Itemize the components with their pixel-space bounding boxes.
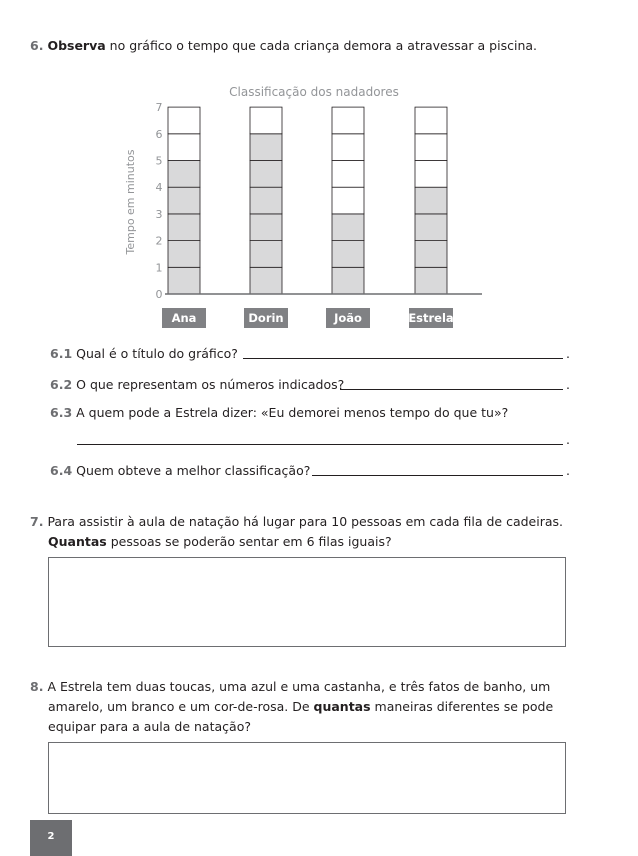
question-text: A Estrela tem duas toucas, uma azul e uma castanha, e três fatos de banho, um <box>47 679 551 694</box>
y-tick-label: 3 <box>155 207 163 221</box>
bar-block-filled <box>415 187 447 214</box>
answer-line-6-3[interactable] <box>77 444 563 445</box>
answer-box-7[interactable] <box>48 557 566 647</box>
question-text: pessoas se poderão sentar em 6 filas iguais? <box>106 534 392 549</box>
category-label: Dorin <box>248 311 284 325</box>
question-text: equipar para a aula de natação? <box>48 719 251 734</box>
bar-block-empty <box>332 161 364 188</box>
question-number: 6.1 <box>50 346 73 361</box>
category-label: Estrela <box>408 311 454 325</box>
question-number: 6.2 <box>50 377 73 392</box>
answer-line-6-2[interactable] <box>340 389 563 390</box>
y-tick-label: 4 <box>155 181 163 195</box>
bar-block-filled <box>415 267 447 294</box>
question-text: Para assistir à aula de natação há lugar para 10 pessoas em cada fila de cadeiras. <box>47 514 564 529</box>
question-7-prompt <box>30 514 563 529</box>
answer-line-6-1[interactable] <box>243 358 563 359</box>
question-text: amarelo, um branco e um cor-de-rosa. De <box>48 699 314 714</box>
bold-keyword: Quantas <box>48 534 107 549</box>
end-period: . <box>566 346 570 361</box>
bar-block-filled <box>250 214 282 241</box>
y-tick-label: 2 <box>155 234 163 248</box>
bar-block-filled <box>332 267 364 294</box>
page-number-tab <box>30 820 72 856</box>
bold-keyword: quantas <box>313 699 371 714</box>
bar-block-filled <box>415 214 447 241</box>
bar-block-filled <box>168 161 200 188</box>
bold-keyword: Observa <box>47 38 106 53</box>
question-text: O que representam os números indicados? <box>76 377 345 392</box>
question-number: 6.3 <box>50 405 73 420</box>
bar-block-empty <box>168 134 200 161</box>
question-6-2 <box>50 377 344 392</box>
bar-block-empty <box>332 187 364 214</box>
bar-block-filled <box>168 241 200 268</box>
bar-block-filled <box>250 241 282 268</box>
bar-block-filled <box>332 214 364 241</box>
question-7-line-2 <box>48 534 392 549</box>
category-label: João <box>334 311 362 325</box>
page-number: 2 <box>47 831 55 842</box>
category-label: Ana <box>171 311 197 325</box>
y-tick-label: 6 <box>155 127 163 141</box>
bar-block-empty <box>332 107 364 134</box>
bar-block-filled <box>168 214 200 241</box>
question-6-3 <box>50 405 508 420</box>
bar-block-filled <box>250 187 282 214</box>
question-8-line-3 <box>48 719 251 734</box>
bar-block-filled <box>415 241 447 268</box>
bar-block-filled <box>250 161 282 188</box>
question-text: maneiras diferentes se pode <box>370 699 554 714</box>
question-text: Quem obteve a melhor classificação? <box>76 463 311 478</box>
question-number: 8. <box>30 679 44 694</box>
bar-block-empty <box>415 134 447 161</box>
question-6-1 <box>50 346 238 361</box>
end-period: . <box>566 463 570 478</box>
question-number: 6.4 <box>50 463 73 478</box>
bar-block-empty <box>168 107 200 134</box>
bar-block-filled <box>168 267 200 294</box>
bar-block-filled <box>250 134 282 161</box>
question-text: Qual é o título do gráfico? <box>76 346 238 361</box>
swimmers-bar-chart <box>0 0 638 340</box>
question-8-line-2 <box>48 699 553 714</box>
bar-block-filled <box>168 187 200 214</box>
y-tick-label: 0 <box>155 288 163 301</box>
bar-block-empty <box>415 161 447 188</box>
end-period: . <box>566 432 570 447</box>
chart-title: Classificação dos nadadores <box>229 85 399 99</box>
bar-block-empty <box>415 107 447 134</box>
y-tick-label: 7 <box>155 101 163 115</box>
bar-block-empty <box>332 134 364 161</box>
y-tick-label: 1 <box>155 261 163 275</box>
y-axis-label: Tempo em minutos <box>124 149 137 255</box>
question-text: A quem pode a Estrela dizer: «Eu demorei menos tempo do que tu»? <box>76 405 509 420</box>
question-number: 7. <box>30 514 44 529</box>
question-text: no gráfico o tempo que cada criança demora a atravessar a piscina. <box>105 38 537 53</box>
question-6-4 <box>50 463 310 478</box>
y-tick-label: 5 <box>155 154 163 168</box>
end-period: . <box>566 377 570 392</box>
answer-box-8[interactable] <box>48 742 566 814</box>
answer-line-6-4[interactable] <box>312 475 563 476</box>
question-8-prompt <box>30 679 550 694</box>
bar-block-filled <box>250 267 282 294</box>
bar-block-filled <box>332 241 364 268</box>
bar-block-empty <box>250 107 282 134</box>
question-number: 6. <box>30 38 44 53</box>
